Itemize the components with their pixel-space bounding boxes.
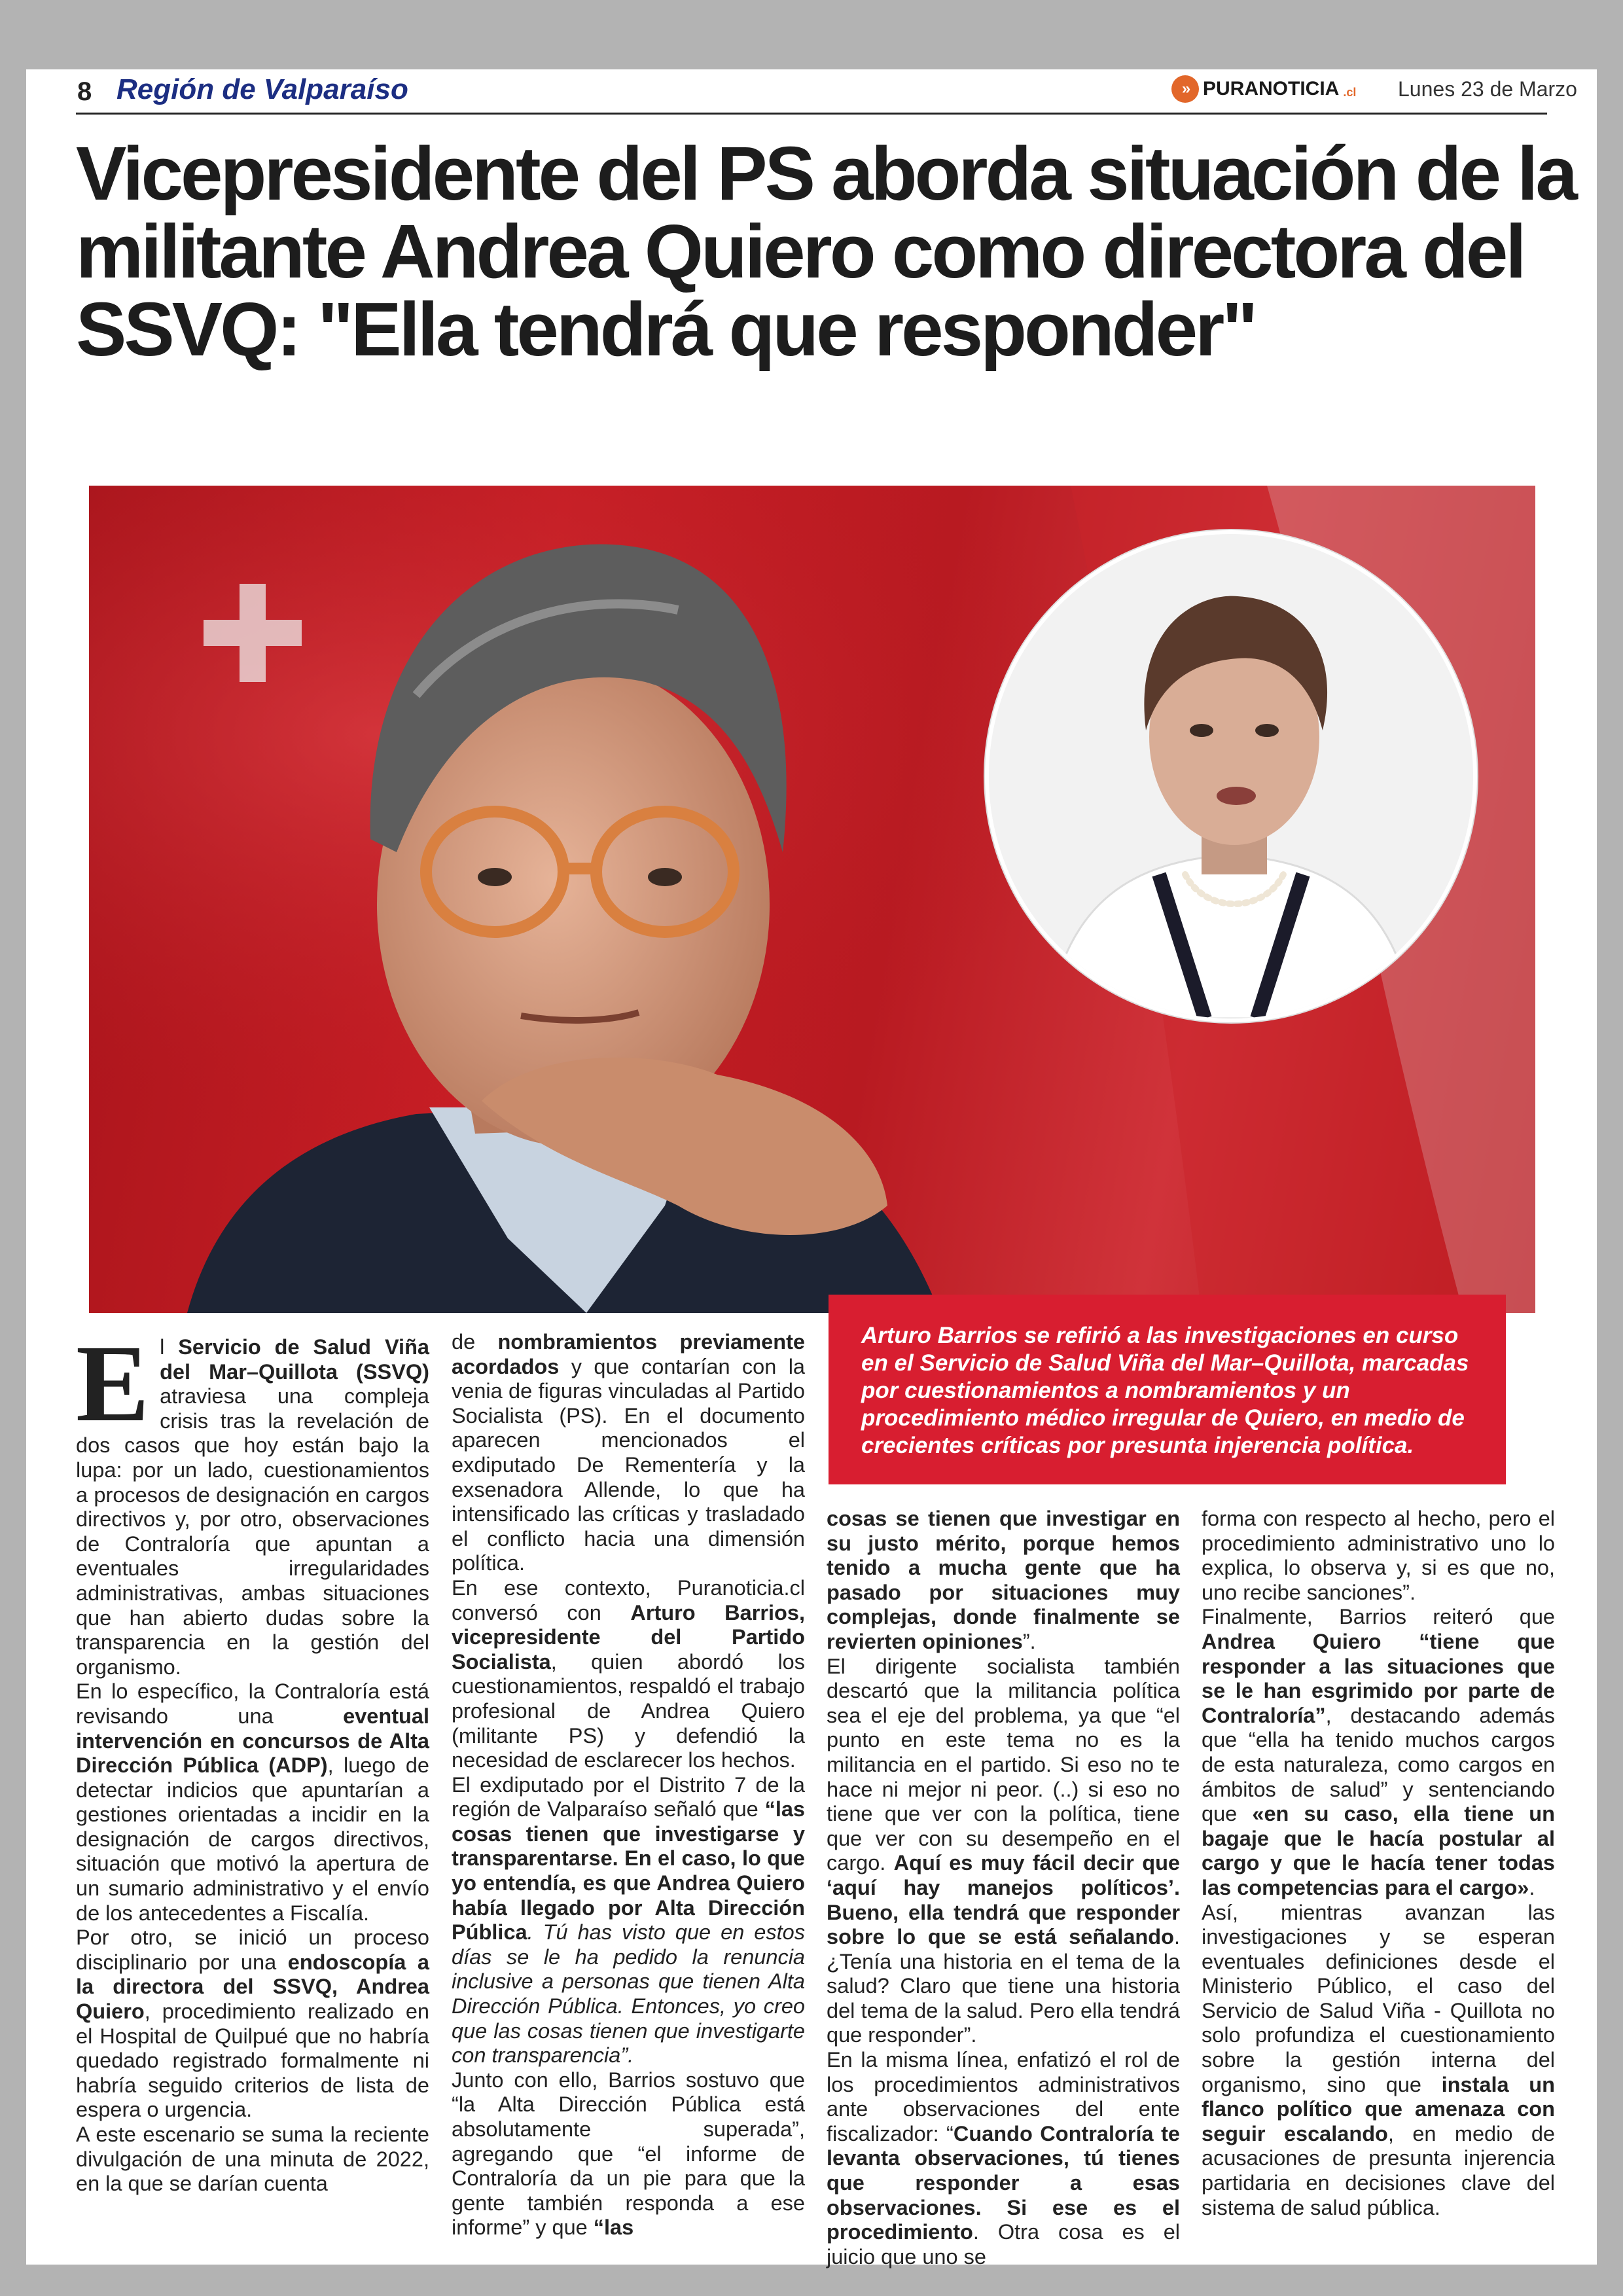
issue-date: Lunes 23 de Marzo bbox=[1398, 77, 1577, 101]
brand-tld: .cl bbox=[1343, 85, 1357, 99]
text-run: , destacando además que “ella ha tenido muchos cargos de esta naturaleza, como cargos en ámbitos de salud” y sentenciando que bbox=[1202, 1703, 1555, 1826]
bold-run: Cuando Contraloría te levanta observaciones, tú tienes que responder a esas observaciones. Si ese es el procedimiento bbox=[827, 2121, 1180, 2244]
text-run: , procedimiento realizado en el Hospital de Quilpué que no habría quedado registrado formalmente ni habría seguido criterios de lista de espera o urgencia. bbox=[76, 2000, 429, 2122]
page-number: 8 bbox=[77, 77, 92, 106]
bold-run: Aquí es muy fácil decir que ‘aquí hay manejos políticos’. Bueno, ella tendrá que responder sobre lo que se está señalando bbox=[827, 1851, 1181, 1949]
text-run: . bbox=[1529, 1875, 1535, 1899]
header-divider bbox=[76, 113, 1547, 115]
text-run: El exdiputado por el Distrito 7 de la región de Valparaíso señaló que bbox=[452, 1772, 805, 1821]
bold-run: “las bbox=[593, 2215, 634, 2240]
drop-cap: E bbox=[76, 1323, 150, 1444]
paragraph bbox=[76, 1679, 429, 1926]
text-run: . Otra cosa es el juicio que uno se bbox=[827, 2220, 1180, 2269]
text-run: atraviesa una compleja crisis tras la revelación de dos casos que hoy están bajo la lupa: por un lado, cuestionamientos a procesos de designación en cargos directivos y, por otro, observaciones de Contraloría que apuntan a eventuales irregularidades administrativas, ambas situaciones que han abierto dudas sobre la transparencia en la gestión del organismo. bbox=[76, 1384, 429, 1679]
paragraph bbox=[452, 1773, 805, 2068]
page-header bbox=[0, 0, 1623, 118]
headline: Vicepresidente del PS aborda situación de la militante Andrea Quiero como directora del SSVQ: "Ella tendrá que responder" bbox=[76, 131, 1575, 372]
text-run: de bbox=[452, 1330, 498, 1354]
brand-arrows-icon: » bbox=[1171, 75, 1199, 103]
paragraph bbox=[452, 1576, 805, 1773]
article-column-3 bbox=[827, 1507, 1180, 2269]
paragraph: A este escenario se suma la reciente divulgación de una minuta de 2022, en la que se darían cuenta bbox=[76, 2123, 429, 2196]
photo-caption: Arturo Barrios se refirió a las investigaciones en curso en el Servicio de Salud Viña del Mar–Quillota, marcadas por cuestionamientos a nombramientos y un procedimiento médico irregular de Quiero, en medio de crecientes críticas por presunta injerencia política. bbox=[829, 1295, 1506, 1484]
brand-name: PURANOTICIA bbox=[1203, 78, 1340, 99]
article-column-1 bbox=[76, 1323, 429, 2197]
bold-run: endoscopía a la directora del SSVQ, Andrea Quiero bbox=[76, 1950, 429, 2024]
bold-run: “las cosas tienen que investigarse y transparentarse. En el caso, lo que yo entendía, es que Andrea Quiero había llegado por Alta Dirección Pública bbox=[452, 1797, 805, 1945]
bold-run: nombramientos previamente acordados bbox=[452, 1330, 805, 1378]
text-run: El dirigente socialista también descartó que la militancia política sea el eje del problema, ya que “el punto en este tema no es la militancia en el partido. Si eso no te hace ni mejor ni peor. (..) si eso no tiene que ver con la política, tiene que ver con su desempeño en el cargo. bbox=[827, 1654, 1180, 1875]
article-column-4 bbox=[1202, 1507, 1555, 2220]
text-run: , en medio de acusaciones de presunta injerencia partidaria en decisiones clave del sistema de salud pública. bbox=[1202, 2121, 1555, 2219]
paragraph bbox=[827, 1655, 1180, 2049]
text-run: y que contarían con la venia de figuras vinculadas al Partido Socialista (PS). En el documento aparecen mencionados el exdiputado De Rementería y la exsenadora Allende, lo que ha intensificado las críticas y trasladado el conflicto hacia una dimensión política. bbox=[452, 1354, 805, 1575]
bold-run: cosas se tienen que investigar en su justo mérito, porque hemos tenido a mucha gente que ha pasado por situaciones muy complejas, donde finalmente se revierten opiniones bbox=[827, 1507, 1180, 1653]
bold-run: eventual intervención en concursos de Alta Dirección Pública (ADP) bbox=[76, 1704, 429, 1778]
paragraph bbox=[1202, 1901, 1555, 2221]
text-run: , luego de detectar indicios que apuntarían a gestiones orientadas a incidir en la designación de cargos directivos, situación que motivó la apertura de un sumario administrativo y el envío de los antecedentes a Fiscalía. bbox=[76, 1753, 429, 1925]
paragraph bbox=[452, 1330, 805, 1576]
text-run: En ese contexto, Puranoticia.cl conversó con bbox=[452, 1575, 805, 1624]
paragraph bbox=[1202, 1605, 1555, 1900]
text-run: En la misma línea, enfatizó el rol de los procedimientos administrativos ante observaciones del ente fiscalizador: “ bbox=[827, 2048, 1180, 2145]
text-run: ”. bbox=[1022, 1629, 1036, 1653]
paragraph: forma con respecto al hecho, pero el procedimiento administrativo uno lo explica, lo observa y, si es que no, uno recibe sanciones”. bbox=[1202, 1507, 1555, 1604]
text-run: En lo específico, la Contraloría está revisando una bbox=[76, 1679, 429, 1728]
bold-run: Servicio de Salud Viña del Mar–Quillota (SSVQ) bbox=[160, 1335, 429, 1384]
bold-run: Andrea Quiero “tiene que responder a las situaciones que se le han esgrimido por parte de Contraloría” bbox=[1202, 1629, 1555, 1727]
paragraph bbox=[452, 2068, 805, 2240]
italic-run: . Tú has visto que en estos días se le ha pedido la renuncia inclusive a personas que tienen Alta Dirección Pública. Entonces, yo creo que las cosas tienen que investigarte con transparencia”. bbox=[452, 1920, 805, 2068]
text-run: Por otro, se inició un proceso disciplinario por una bbox=[76, 1926, 429, 1974]
paragraph bbox=[76, 1926, 429, 2123]
paragraph bbox=[827, 1507, 1180, 1655]
brand-logo bbox=[1171, 75, 1356, 103]
text-run: , quien abordó los cuestionamientos, respaldó el trabajo profesional de Andrea Quiero (militante PS) y defendió la necesidad de esclarecer los hechos. bbox=[452, 1649, 805, 1772]
article-column-2 bbox=[452, 1330, 805, 2240]
text-run: Así, mientras avanzan las investigaciones y se esperan eventuales definiciones desde el Ministerio Público, el caso del Servicio de Salud Viña - Quillota no solo profundiza el cuestionamiento sobre la gestión interna del organismo, sino que bbox=[1202, 1900, 1555, 2096]
text-run: . ¿Tenía una historia en el tema de la salud? Claro que tiene una historia del tema de la salud. Pero ella tendrá que responder”. bbox=[827, 1925, 1180, 2047]
text-run: Finalmente, Barrios reiteró que bbox=[1202, 1605, 1555, 1629]
paragraph bbox=[827, 2048, 1180, 2269]
bold-run: Arturo Barrios, vicepresidente del Partido Socialista bbox=[452, 1600, 805, 1674]
bold-run: instala un flanco político que amenaza con seguir escalando bbox=[1202, 2072, 1555, 2145]
bold-run: «en su caso, ella tiene un bagaje que le hacía postular al cargo y que le hacía tener todas las competencias para el cargo» bbox=[1202, 1802, 1555, 1899]
text-run: Junto con ello, Barrios sostuvo que “la Alta Dirección Pública está absolutamente superada”, agregando que “el informe de Contraloría da un pie para que la gente también responda a ese informe” y que bbox=[452, 2068, 805, 2240]
woman-portrait-image bbox=[989, 534, 1473, 1018]
text-run: l bbox=[160, 1335, 179, 1359]
section-title: Región de Valparaíso bbox=[116, 73, 408, 105]
woman-portrait-inset bbox=[985, 530, 1477, 1022]
